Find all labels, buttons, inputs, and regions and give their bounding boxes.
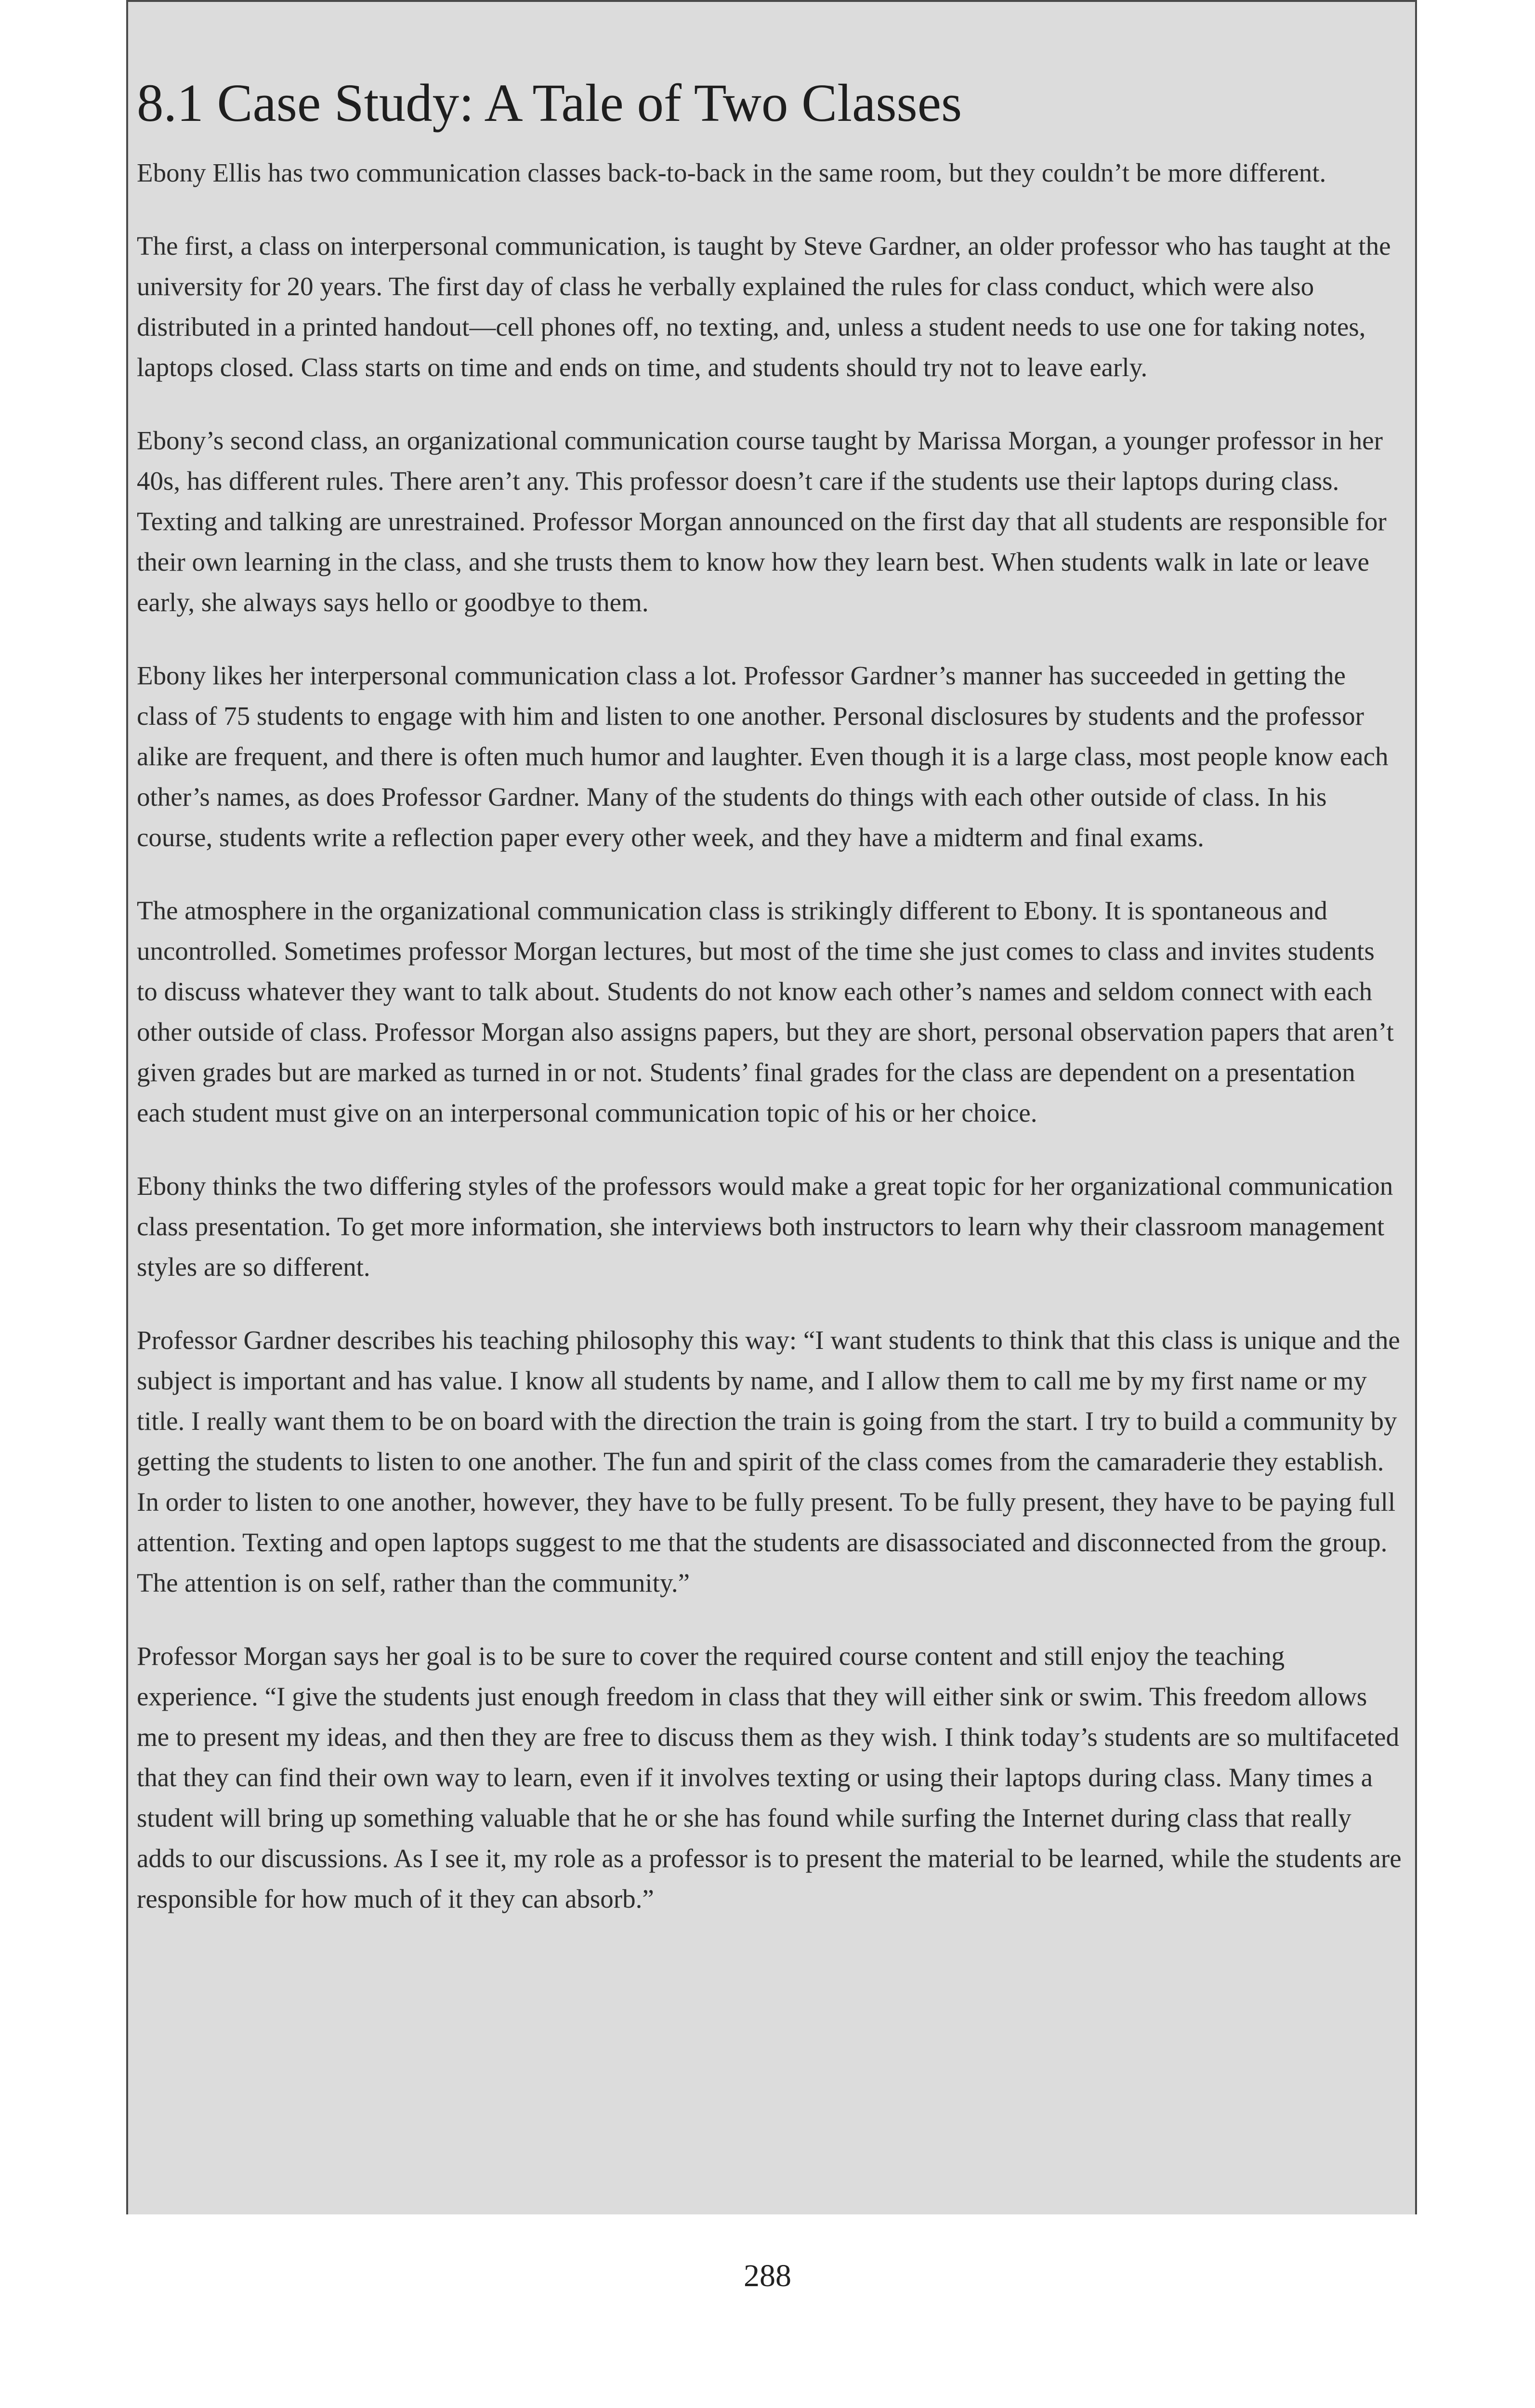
paragraph: Ebony Ellis has two communication classes back-to-back in the same room, but they couldn’t be more different. xyxy=(137,158,1326,188)
paragraph: Ebony likes her interpersonal communication class a lot. Professor Gardner’s manner has succeeded in getting the class of 75 students to engage with him and listen to one another. Personal disclosures by students and the professor alike are frequent, and there is often much humor and laughter. Even though it is a large class, most people know each other’s names, as does Professor Gardner. Many of the students do things with each other outside of class. In his course, students write a reflection paper every other week, and they have a midterm and final exams. xyxy=(137,661,1389,852)
paragraph: Ebony’s second class, an organizational communication course taught by Marissa Morgan, a younger professor in her 40s, has different rules. There aren’t any. This professor doesn’t care if the students use their laptops during class. Texting and talking are unrestrained. Professor Morgan announced on the first day that all students are responsible for their own learning in the class, and she trusts them to know how they learn best. When students walk in late or leave early, she always says hello or goodbye to them. xyxy=(137,426,1387,617)
section-title: 8.1 Case Study: A Tale of Two Classes xyxy=(137,74,962,133)
paragraph: Professor Morgan says her goal is to be sure to cover the required course content and still enjoy the teaching experience. “I give the students just enough freedom in class that they will either sink or swim. This freedom allows me to present my ideas, and then they are free to discuss them as they wish. I think today’s students are so multifaceted that they can find their own way to learn, even if it involves texting or using their laptops during class. Many times a student will bring up something valuable that he or she has found while surfing the Internet during class that really adds to our discussions. As I see it, my role as a professor is to present the material to be learned, while the students are responsible for how much of it they can absorb.” xyxy=(137,1641,1402,1914)
paragraph: Professor Gardner describes his teaching philosophy this way: “I want students to think that this class is unique and the subject is important and has value. I know all students by name, and I allow them to call me by my first name or my title. I really want them to be on board with the direction the train is going from the start. I try to build a community by getting the students to listen to one another. The fun and spirit of the class comes from the camaraderie they establish. In order to listen to one another, however, they have to be fully present. To be fully present, they have to be paying full attention. Texting and open laptops suggest to me that the students are disassociated and disconnected from the group. The attention is on self, rather than the community.” xyxy=(137,1325,1400,1598)
paragraph: The atmosphere in the organizational communication class is strikingly different to Ebony. It is spontaneous and uncontrolled. Sometimes professor Morgan lectures, but most of the time she just comes to class and invites students to discuss whatever they want to talk about. Students do not know each other’s names and seldom connect with each other outside of class. Professor Morgan also assigns papers, but they are short, personal observation papers that aren’t given grades but are marked as turned in or not. Students’ final grades for the class are dependent on a presentation each student must give on an interpersonal communication topic of his or her choice. xyxy=(137,896,1394,1128)
paragraph: The first, a class on interpersonal communication, is taught by Steve Gardner, an older professor who has taught at the university for 20 years. The first day of class he verbally explained the rules for class conduct, which were also distributed in a printed handout—cell phones off, no texting, and, unless a student needs to use one for taking notes, laptops closed. Class starts on time and ends on time, and students should try not to leave early. xyxy=(137,231,1391,382)
page-288-content xyxy=(126,0,1417,2214)
paragraph: Ebony thinks the two differing styles of the professors would make a great topic for her organizational communication class presentation. To get more information, she interviews both instructors to learn why their classroom management styles are so different. xyxy=(137,1171,1393,1282)
page-number: 288 xyxy=(744,2258,791,2293)
